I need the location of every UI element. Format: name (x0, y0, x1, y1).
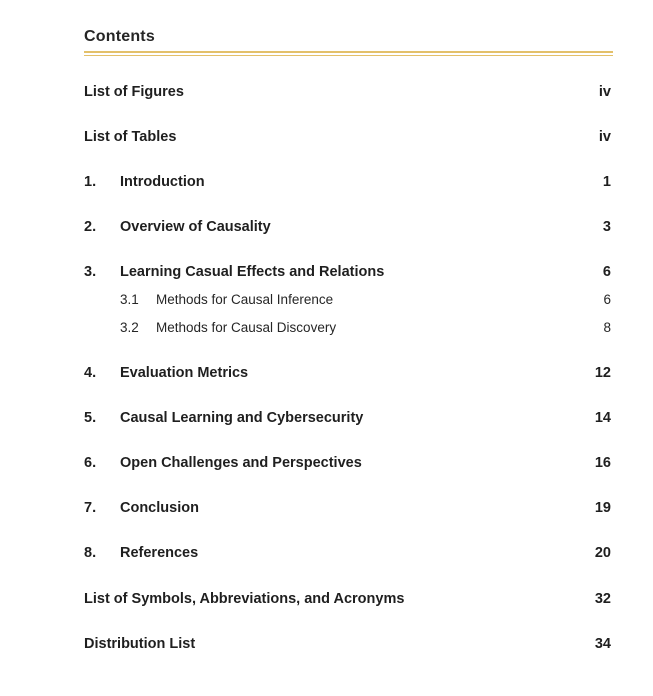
toc-entry-page: 19 (594, 500, 611, 516)
toc-entry-introduction[interactable] (84, 172, 613, 192)
toc-entry-title: Open Challenges and Perspectives (120, 455, 362, 471)
toc-entry-page: 34 (594, 636, 611, 652)
toc-entry-number: 3.2 (120, 320, 139, 335)
toc-entry-title: Conclusion (120, 500, 199, 516)
toc-entry-page: 16 (594, 455, 611, 471)
toc-entry-number: 8. (84, 545, 97, 561)
toc-entry-title: Methods for Causal Discovery (156, 320, 337, 335)
toc-entry-list-of-tables[interactable] (84, 127, 613, 147)
toc-entry-number: 3. (84, 264, 97, 280)
toc-entry-number: 4. (84, 365, 97, 381)
toc-entry-title: Distribution List (84, 636, 196, 652)
toc-entry-page: 14 (594, 410, 611, 426)
toc-entry-title: References (120, 545, 199, 561)
toc-entry-title: Overview of Causality (120, 219, 271, 235)
toc-entry-page: iv (598, 84, 611, 100)
toc-entry-causal-learning-cybersecurity[interactable] (84, 408, 613, 428)
toc-entry-distribution-list[interactable] (84, 634, 613, 654)
toc-entry-methods-causal-discovery[interactable] (84, 318, 613, 338)
toc-entry-title: List of Tables (84, 129, 177, 145)
toc-entry-title: Methods for Causal Inference (156, 292, 334, 307)
toc-entry-number: 5. (84, 410, 97, 426)
toc-entry-title: List of Symbols, Abbreviations, and Acronyms (84, 591, 405, 607)
toc-entry-number: 1. (84, 174, 97, 190)
heading-rule-bottom (84, 55, 613, 56)
toc-entry-open-challenges[interactable] (84, 453, 613, 473)
toc-entry-evaluation-metrics[interactable] (84, 363, 613, 383)
toc-entry-conclusion[interactable] (84, 498, 613, 518)
toc-entry-list-of-symbols[interactable] (84, 589, 613, 609)
toc-entry-page: 8 (603, 320, 611, 335)
toc-entry-title: Introduction (120, 174, 205, 190)
toc-entry-page: 12 (594, 365, 611, 381)
toc-entry-page: 20 (594, 545, 611, 561)
toc-entry-references[interactable] (84, 543, 613, 563)
toc-entry-title: Evaluation Metrics (120, 365, 249, 381)
toc-entry-list-of-figures[interactable] (84, 82, 613, 102)
toc-entry-title: Learning Casual Effects and Relations (120, 264, 385, 280)
toc-entry-page: 1 (602, 174, 611, 190)
toc-entry-learning-casual-effects[interactable] (84, 262, 613, 282)
toc-entry-page: 3 (602, 219, 611, 235)
toc-heading: Contents (84, 28, 155, 45)
toc-entry-number: 2. (84, 219, 97, 235)
toc-entry-number: 3.1 (120, 292, 139, 307)
toc-entry-page: 6 (602, 264, 611, 280)
toc-entry-number: 6. (84, 455, 97, 471)
toc-entry-title: Causal Learning and Cybersecurity (120, 410, 364, 426)
toc-entry-page: iv (598, 129, 611, 145)
toc-entry-title: List of Figures (84, 84, 184, 100)
toc-entry-page: 32 (594, 591, 611, 607)
toc-entry-number: 7. (84, 500, 97, 516)
toc-entry-page: 6 (603, 292, 611, 307)
toc-entry-overview-of-causality[interactable] (84, 217, 613, 237)
heading-rule-top (84, 51, 613, 53)
toc-entry-methods-causal-inference[interactable] (84, 290, 613, 310)
